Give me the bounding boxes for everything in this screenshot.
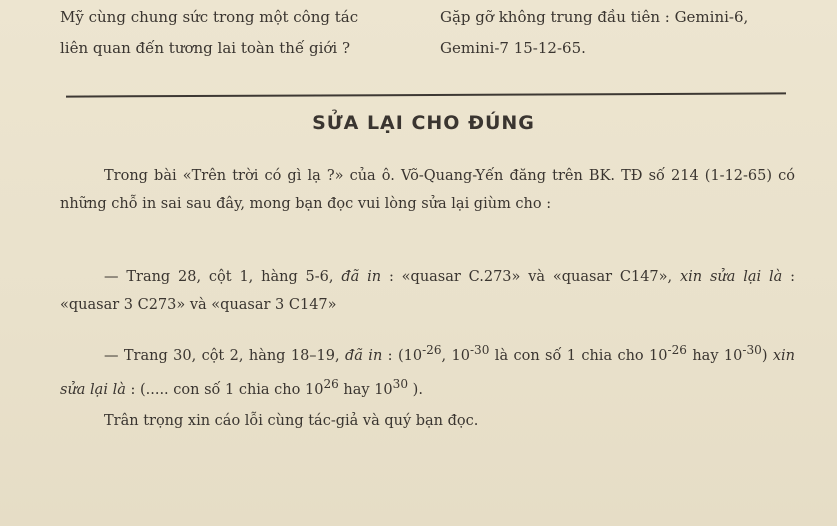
correction-2-please-correct: xin sửa lại là bbox=[60, 347, 796, 398]
correction-2-part-f: hay 10 bbox=[686, 347, 743, 364]
correction-2-part-j: hay 10 bbox=[338, 381, 393, 398]
correction-2-part-i: : (..... con số 1 chia cho 10 bbox=[125, 381, 324, 398]
top-right-line-2: Gemini-7 15-12-65. bbox=[440, 39, 586, 57]
correction-1-was-printed: đã in bbox=[341, 269, 382, 285]
top-left-line-1: Mỹ cùng chung sức trong một công tác bbox=[60, 8, 359, 26]
correction-2-part-d: , 10 bbox=[441, 347, 470, 364]
top-right-line-1: Gặp gỡ không trung đầu tiên : Gemini-6, bbox=[440, 8, 749, 26]
paragraph-intro: Trong bài «Trên trời có gì lạ ?» của ô. Võ-Quang-Yến đăng trên BK. TĐ số 214 (1-12-65) có những chỗ in sai sau đây, mong bạn đọc vui lòng sửa lại giùm cho : bbox=[60, 168, 795, 212]
exponent-2: -30 bbox=[469, 343, 490, 357]
paragraph-correction-2 bbox=[60, 336, 795, 404]
paragraph-correction-1 bbox=[60, 263, 795, 319]
correction-2-part-k: ). bbox=[408, 381, 423, 398]
top-right-column bbox=[440, 2, 748, 64]
exponent-3: -26 bbox=[667, 343, 687, 357]
correction-2-part-c: : (10 bbox=[382, 347, 423, 364]
correction-1-part-e: : «quasar 3 C273» và «quasar 3 C147» bbox=[60, 269, 796, 313]
correction-1-part-a: — Trang 28, cột 1, hàng 5-6, bbox=[104, 269, 342, 285]
correction-1-please-correct: xin sửa lại là bbox=[679, 269, 783, 285]
exponent-1: -26 bbox=[422, 343, 442, 357]
exponent-5: 26 bbox=[323, 376, 339, 391]
correction-2-part-e: là con số 1 chia cho 10 bbox=[489, 347, 668, 364]
section-divider bbox=[66, 92, 786, 97]
correction-2-part-g: ) bbox=[761, 347, 773, 364]
top-left-column bbox=[60, 2, 358, 64]
correction-2-was-printed: đã in bbox=[345, 347, 383, 364]
top-left-line-2: liên quan đến tương lai toàn thế giới ? bbox=[60, 39, 351, 57]
exponent-6: 30 bbox=[392, 376, 409, 391]
correction-1-part-c: : «quasar C.273» và «quasar C147», bbox=[381, 269, 680, 285]
correction-2-part-a: — Trang 30, cột 2, hàng 18–19, bbox=[104, 347, 345, 364]
exponent-4: -30 bbox=[742, 343, 762, 357]
section-heading: SỬA LẠI CHO ĐÚNG bbox=[312, 112, 535, 134]
paragraph-apology: Trân trọng xin cáo lỗi cùng tác-giả và quý bạn đọc. bbox=[104, 413, 479, 429]
